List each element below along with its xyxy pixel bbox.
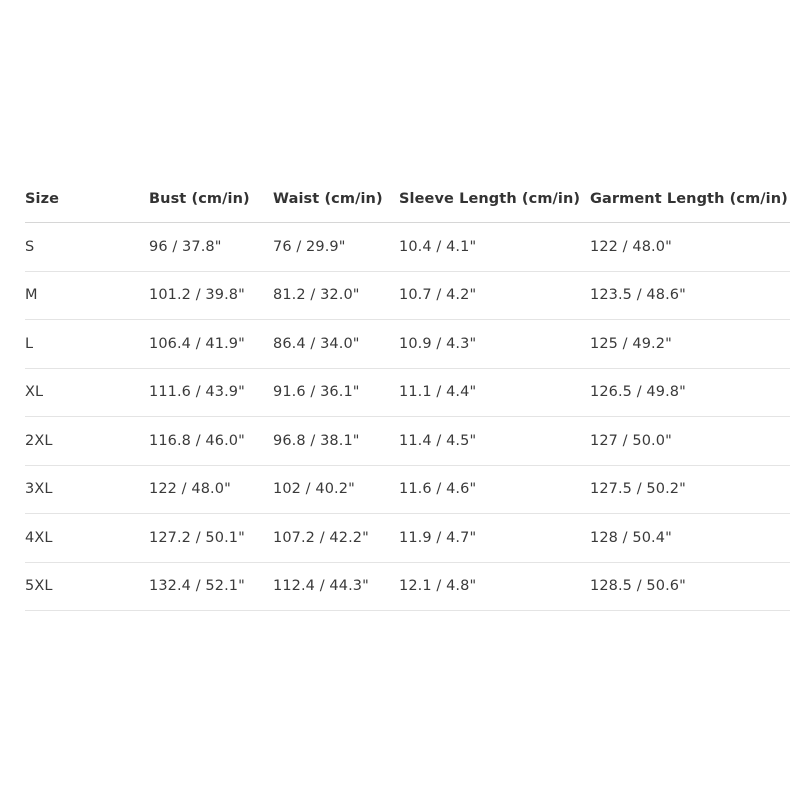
garment-length-cell: 123.5 / 48.6": [590, 287, 686, 304]
garment-length-cell: 126.5 / 49.8": [590, 384, 686, 401]
sleeve-length-cell: 12.1 / 4.8": [399, 578, 477, 595]
size-cell: 2XL: [25, 432, 53, 449]
garment-length-cell: 127.5 / 50.2": [590, 481, 686, 498]
size-cell: 3XL: [25, 481, 53, 498]
bust-cell: 106.4 / 41.9": [149, 335, 245, 352]
table-row: [25, 563, 790, 612]
table-row: [25, 417, 790, 466]
garment-length-cell: 128.5 / 50.6": [590, 578, 686, 595]
bust-cell: 122 / 48.0": [149, 481, 231, 498]
sleeve-length-cell: 10.7 / 4.2": [399, 287, 477, 304]
size-cell: 4XL: [25, 529, 53, 546]
size-cell: 5XL: [25, 578, 53, 595]
header-waist: Waist (cm/in): [273, 191, 383, 207]
bust-cell: 116.8 / 46.0": [149, 432, 245, 449]
table-row: [25, 514, 790, 563]
sleeve-length-cell: 10.9 / 4.3": [399, 335, 477, 352]
size-cell: M: [25, 287, 38, 304]
table-row: [25, 369, 790, 418]
bust-cell: 101.2 / 39.8": [149, 287, 245, 304]
bust-cell: 132.4 / 52.1": [149, 578, 245, 595]
table-row: [25, 466, 790, 515]
bust-cell: 111.6 / 43.9": [149, 384, 245, 401]
bust-cell: 127.2 / 50.1": [149, 529, 245, 546]
waist-cell: 91.6 / 36.1": [273, 384, 360, 401]
table-row: [25, 272, 790, 321]
header-bust: Bust (cm/in): [149, 191, 250, 207]
size-cell: L: [25, 335, 34, 352]
garment-length-cell: 125 / 49.2": [590, 335, 672, 352]
garment-length-cell: 127 / 50.0": [590, 432, 672, 449]
sleeve-length-cell: 11.4 / 4.5": [399, 432, 477, 449]
size-cell: XL: [25, 384, 44, 401]
header-size: Size: [25, 191, 60, 207]
header-garment-length: Garment Length (cm/in): [590, 191, 788, 207]
garment-length-cell: 128 / 50.4": [590, 529, 672, 546]
waist-cell: 86.4 / 34.0": [273, 335, 360, 352]
waist-cell: 112.4 / 44.3": [273, 578, 369, 595]
sleeve-length-cell: 11.9 / 4.7": [399, 529, 477, 546]
sleeve-length-cell: 10.4 / 4.1": [399, 238, 477, 255]
table-row: [25, 320, 790, 369]
bust-cell: 96 / 37.8": [149, 238, 222, 255]
garment-length-cell: 122 / 48.0": [590, 238, 672, 255]
header-sleeve-length: Sleeve Length (cm/in): [399, 191, 581, 207]
waist-cell: 81.2 / 32.0": [273, 287, 360, 304]
waist-cell: 107.2 / 42.2": [273, 529, 369, 546]
size-chart-table: [25, 176, 790, 611]
waist-cell: 96.8 / 38.1": [273, 432, 360, 449]
waist-cell: 76 / 29.9": [273, 238, 346, 255]
table-header-row: [25, 176, 790, 223]
sleeve-length-cell: 11.1 / 4.4": [399, 384, 477, 401]
sleeve-length-cell: 11.6 / 4.6": [399, 481, 477, 498]
table-row: [25, 223, 790, 272]
size-cell: S: [25, 238, 35, 255]
waist-cell: 102 / 40.2": [273, 481, 355, 498]
